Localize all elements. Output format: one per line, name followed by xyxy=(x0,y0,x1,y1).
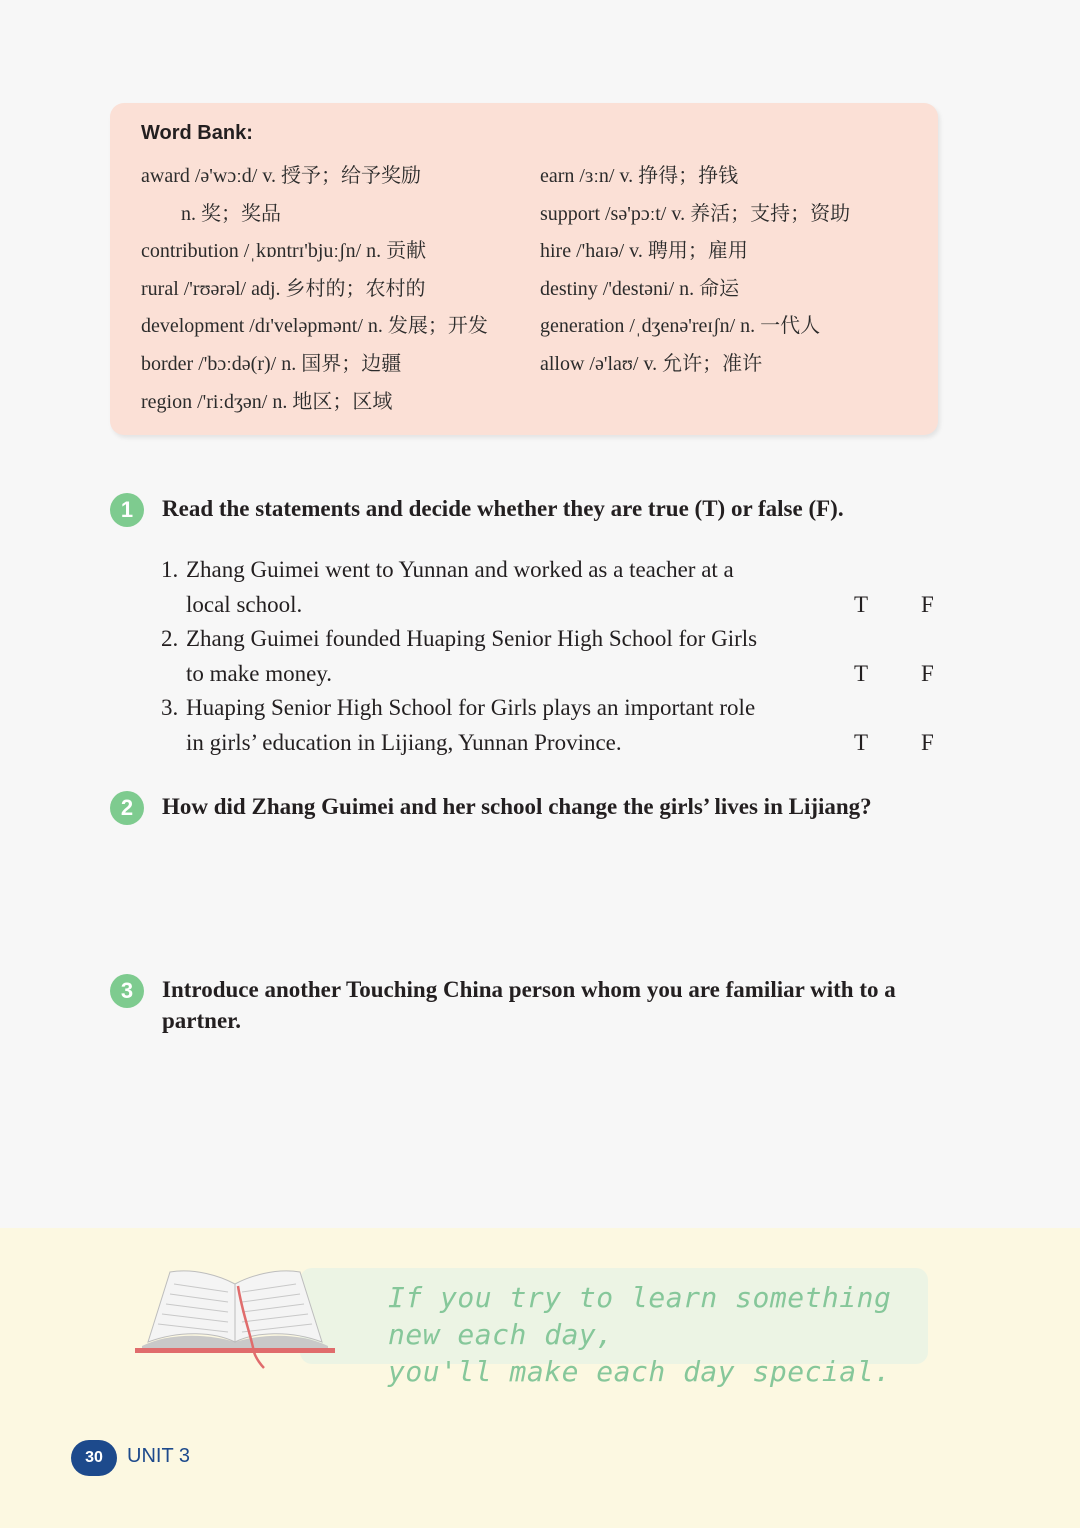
statement-item xyxy=(161,553,961,622)
statement-text: local school. xyxy=(186,591,303,617)
word-bank-title: Word Bank: xyxy=(141,122,253,144)
statement-text: to make money. xyxy=(186,660,333,686)
word-bank-entry: development /dɪ'veləpmənt/ n. 发展；开发 xyxy=(141,315,488,338)
statement-text: in girls’ education in Lijiang, Yunnan Province. xyxy=(186,729,622,755)
question-text: How did Zhang Guimei and her school change the girls’ lives in Lijiang? xyxy=(162,794,872,819)
word-bank-entry: earn /ɜːn/ v. 挣得；挣钱 xyxy=(540,165,739,187)
statement-number: 3. xyxy=(161,695,179,720)
question-number-badge: 2 xyxy=(110,791,144,825)
word-bank-entry: support /sə'pɔːt/ v. 养活；支持；资助 xyxy=(540,202,851,225)
question-text: Read the statements and decide whether they are true (T) or false (F). xyxy=(162,496,844,521)
question-number-badge: 1 xyxy=(110,493,144,527)
word-bank-entry: rural /'rʊərəl/ adj. 乡村的；农村的 xyxy=(141,277,426,300)
statement-text: Zhang Guimei founded Huaping Senior High School for Girls xyxy=(186,626,758,651)
open-book-icon xyxy=(130,1262,340,1372)
word-bank-entry: n. 奖；奖品 xyxy=(181,202,281,225)
true-option[interactable]: T xyxy=(854,660,869,686)
word-bank-entry: contribution /ˌkɒntrɪ'bjuːʃn/ n. 贡献 xyxy=(141,240,427,263)
false-option[interactable]: F xyxy=(921,729,934,755)
motivational-quote xyxy=(388,1279,948,1390)
word-bank-entry: award /ə'wɔːd/ v. 授予；给予奖励 xyxy=(141,165,422,187)
statement-text: Huaping Senior High School for Girls plays an important role xyxy=(186,695,756,720)
statement-item xyxy=(161,691,961,760)
word-bank-box xyxy=(110,103,938,435)
word-bank-right-column xyxy=(540,161,850,387)
word-bank-entry: destiny /'destəni/ n. 命运 xyxy=(540,277,740,300)
true-false-statements xyxy=(161,553,961,760)
true-option[interactable]: T xyxy=(854,729,869,755)
false-option[interactable]: F xyxy=(921,660,934,686)
statement-number: 1. xyxy=(161,557,179,582)
statement-item xyxy=(161,622,961,691)
quote-line: you'll make each day special. xyxy=(388,1355,892,1388)
word-bank-entry: hire /'haɪə/ v. 聘用；雇用 xyxy=(540,240,748,263)
question-number-badge: 3 xyxy=(110,974,144,1008)
word-bank-entry: allow /ə'laʊ/ v. 允许；准许 xyxy=(540,352,763,375)
statement-number: 2. xyxy=(161,626,179,651)
word-bank-entry: region /'riːdʒən/ n. 地区；区域 xyxy=(141,390,393,413)
unit-label: UNIT 3 xyxy=(127,1445,190,1467)
word-bank-entry: generation /ˌdʒenə'reɪʃn/ n. 一代人 xyxy=(540,315,821,338)
false-option[interactable]: F xyxy=(921,591,934,617)
word-bank-left-column xyxy=(141,161,488,424)
question-text: Introduce another Touching China person whom you are familiar with to a partner. xyxy=(162,977,896,1033)
word-bank-entry: border /'bɔːdə(r)/ n. 国界；边疆 xyxy=(141,352,402,375)
statement-text: Zhang Guimei went to Yunnan and worked as a teacher at a xyxy=(186,557,734,582)
quote-line: If you try to learn something new each day, xyxy=(388,1281,892,1351)
true-option[interactable]: T xyxy=(854,591,869,617)
page-number-badge: 30 xyxy=(71,1440,117,1476)
